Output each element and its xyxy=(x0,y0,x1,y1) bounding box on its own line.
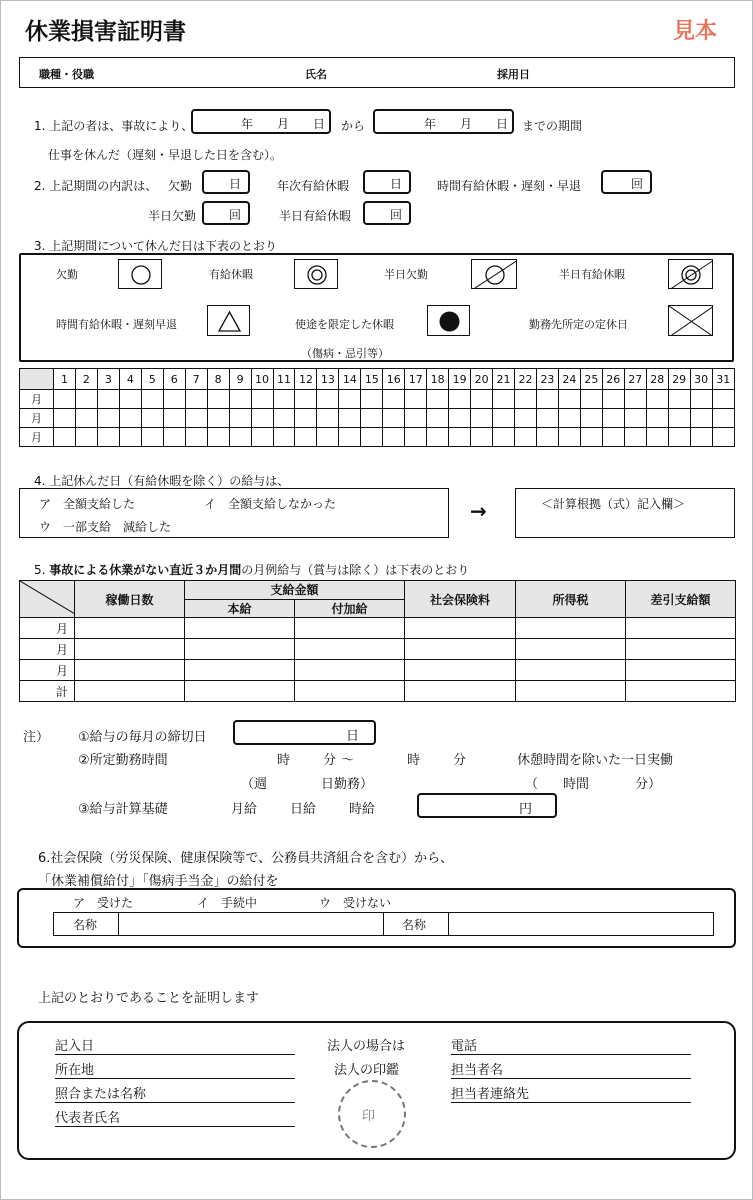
kara-label: から xyxy=(341,119,366,133)
calendar-day-header: 26 xyxy=(602,369,624,390)
calendar-day-cell[interactable] xyxy=(75,428,97,447)
tilde-separator: ～ xyxy=(341,753,355,768)
half-absence-field[interactable] xyxy=(202,201,250,225)
company-line[interactable] xyxy=(55,1102,295,1103)
calendar-day-header: 13 xyxy=(317,369,339,390)
ins-opt-pending[interactable]: イ 手続中 xyxy=(197,896,258,910)
half-absence-label: 半日欠勤 xyxy=(148,209,197,223)
calendar-day-cell[interactable] xyxy=(97,390,119,409)
calendar-day-header: 11 xyxy=(273,369,295,390)
salary-cell[interactable] xyxy=(405,660,516,681)
calendar-day-header: 17 xyxy=(405,369,427,390)
salary-cell[interactable] xyxy=(626,639,736,660)
date-label: 記入日 xyxy=(55,1039,95,1054)
legend-holiday: 勤務先所定の定休日 xyxy=(529,318,628,331)
calendar-month-row xyxy=(20,409,735,428)
end-hour-unit: 時 xyxy=(407,753,421,768)
calendar-day-cell[interactable] xyxy=(405,390,427,409)
header-net-pay: 差引支給額 xyxy=(626,581,736,618)
s3-label: 3. 上記期間について休んだ日は下表のとおり xyxy=(34,239,278,253)
calendar-day-cell[interactable] xyxy=(712,409,734,428)
calendar-day-cell[interactable] xyxy=(493,390,515,409)
cutoff-label: ①給与の毎月の締切日 xyxy=(78,730,207,745)
salary-cell[interactable] xyxy=(516,660,626,681)
calendar-day-header: 10 xyxy=(251,369,273,390)
calendar-day-header: 9 xyxy=(229,369,251,390)
half-absence-unit: 回 xyxy=(229,208,242,222)
salary-cell[interactable] xyxy=(75,639,185,660)
seal-char: 印 xyxy=(362,1109,376,1124)
calendar-day-cell[interactable] xyxy=(515,390,537,409)
legend-half-paid: 半日有給休暇 xyxy=(559,268,625,281)
calendar-day-cell[interactable] xyxy=(361,390,383,409)
calendar-day-cell[interactable] xyxy=(602,428,624,447)
calendar-day-header: 31 xyxy=(712,369,734,390)
calendar-day-cell[interactable] xyxy=(712,390,734,409)
hourly-leave-field[interactable] xyxy=(601,170,652,194)
from-date-ymd: 年 月 日 xyxy=(241,117,326,131)
calendar-day-cell[interactable] xyxy=(471,390,493,409)
calendar-day-cell[interactable] xyxy=(229,428,251,447)
calendar-day-header: 29 xyxy=(668,369,690,390)
header-income-tax: 所得税 xyxy=(516,581,626,618)
pay-amount-field[interactable] xyxy=(417,793,557,818)
salary-row xyxy=(20,681,736,702)
phone-label: 電話 xyxy=(451,1039,478,1054)
absence-unit: 日 xyxy=(229,177,242,191)
header-base-pay: 本給 xyxy=(185,599,295,618)
phone-line[interactable] xyxy=(451,1054,691,1055)
contact-label: 担当者名 xyxy=(451,1063,504,1078)
salary-cell[interactable] xyxy=(626,681,736,702)
half-absence-slashed-circle-icon xyxy=(471,259,517,289)
calendar-day-header: 15 xyxy=(361,369,383,390)
calendar-corner xyxy=(20,369,54,390)
insurance-name-field-1[interactable] xyxy=(118,912,384,936)
calendar-day-cell[interactable] xyxy=(141,428,163,447)
calendar-day-cell[interactable] xyxy=(75,390,97,409)
calendar-day-cell[interactable] xyxy=(251,409,273,428)
absence-circle-icon xyxy=(118,259,162,289)
salary-cell[interactable] xyxy=(295,660,405,681)
s5-bold-text: 事故による休業がない直近３か月間 xyxy=(49,563,242,577)
salary-row xyxy=(20,660,736,681)
s1-line1: 1. 上記の者は、事故により、 xyxy=(34,119,194,133)
hourly-triangle-icon xyxy=(207,305,250,336)
calendar-day-cell[interactable] xyxy=(383,390,405,409)
calendar-day-header: 21 xyxy=(493,369,515,390)
calendar-day-header: 28 xyxy=(646,369,668,390)
salary-body xyxy=(20,618,736,702)
calendar-day-cell[interactable] xyxy=(427,409,449,428)
calendar-day-cell[interactable] xyxy=(668,428,690,447)
actual-hours-label: 休憩時間を除いた一日実働 xyxy=(517,753,674,768)
salary-cell[interactable] xyxy=(185,660,295,681)
calendar-month-row xyxy=(20,428,735,447)
calendar-day-header: 30 xyxy=(690,369,712,390)
calendar-day-cell[interactable] xyxy=(75,409,97,428)
legend-restricted: 使途を限定した休暇 xyxy=(295,318,394,331)
salary-cell[interactable] xyxy=(626,618,736,639)
calendar-day-cell[interactable] xyxy=(449,428,471,447)
calendar-day-cell[interactable] xyxy=(207,428,229,447)
calendar-day-header: 23 xyxy=(536,369,558,390)
restricted-filled-circle-icon xyxy=(427,305,470,336)
calendar-day-cell[interactable] xyxy=(273,428,295,447)
calendar-day-cell[interactable] xyxy=(229,390,251,409)
calendar-day-cell[interactable] xyxy=(558,409,580,428)
calendar-day-cell[interactable] xyxy=(558,428,580,447)
calendar-day-cell[interactable] xyxy=(602,409,624,428)
calendar-day-cell[interactable] xyxy=(317,390,339,409)
calendar-day-header: 22 xyxy=(515,369,537,390)
rep-label: 代表者氏名 xyxy=(55,1111,121,1126)
contact-phone-line[interactable] xyxy=(451,1102,691,1103)
calendar-day-cell[interactable] xyxy=(383,409,405,428)
s4-label: 4. 上記休んだ日（有給休暇を除く）の給与は、 xyxy=(34,474,290,488)
calc-basis-label: ＜計算根拠（式）記入欄＞ xyxy=(541,497,686,511)
calendar-day-cell[interactable] xyxy=(602,390,624,409)
s5-suffix: の月例給与（賞与は除く）は下表のとおり xyxy=(241,563,470,577)
cutoff-day-unit: 日 xyxy=(346,729,360,744)
salary-cell[interactable] xyxy=(405,639,516,660)
calendar-day-cell[interactable] xyxy=(361,409,383,428)
annual-leave-label: 年次有給休暇 xyxy=(277,179,350,193)
calendar-day-cell[interactable] xyxy=(97,428,119,447)
calendar-day-cell[interactable] xyxy=(515,428,537,447)
absence-days-field[interactable] xyxy=(202,170,250,194)
calendar-day-cell[interactable] xyxy=(558,390,580,409)
calendar-day-cell[interactable] xyxy=(54,428,76,447)
salary-row xyxy=(20,639,736,660)
calendar-day-cell[interactable] xyxy=(383,428,405,447)
calendar-day-header: 20 xyxy=(471,369,493,390)
paid-double-circle-icon xyxy=(294,259,338,289)
calendar-day-cell[interactable] xyxy=(427,390,449,409)
document-title: 休業損害証明書 xyxy=(25,19,186,45)
hourly-leave-unit: 回 xyxy=(631,177,644,191)
salary-cell[interactable] xyxy=(185,681,295,702)
calendar-day-cell[interactable] xyxy=(295,409,317,428)
attendance-calendar xyxy=(19,368,735,447)
calendar-day-cell[interactable] xyxy=(207,390,229,409)
calendar-day-header: 12 xyxy=(295,369,317,390)
pay-basis-label: ③給与計算基礎 xyxy=(78,802,168,817)
calendar-day-cell[interactable] xyxy=(339,428,361,447)
calendar-day-cell[interactable] xyxy=(273,390,295,409)
calendar-month-label: 月 xyxy=(20,428,54,447)
calendar-day-header: 24 xyxy=(558,369,580,390)
salary-month-label: 月 xyxy=(20,639,75,660)
annual-leave-field[interactable] xyxy=(363,170,411,194)
calendar-day-header: 25 xyxy=(580,369,602,390)
calendar-day-cell[interactable] xyxy=(580,409,602,428)
salary-month-label: 月 xyxy=(20,660,75,681)
calendar-day-cell[interactable] xyxy=(449,390,471,409)
calendar-day-header: 18 xyxy=(427,369,449,390)
note-label: 注） xyxy=(23,730,50,745)
basis-daily[interactable]: 日給 xyxy=(290,802,317,817)
salary-month-label: 計 xyxy=(20,681,75,702)
hire-date-label: 採用日 xyxy=(497,68,530,81)
calendar-day-cell[interactable] xyxy=(471,409,493,428)
calendar-day-header: 27 xyxy=(624,369,646,390)
calendar-day-cell[interactable] xyxy=(207,409,229,428)
pay-amount-unit: 円 xyxy=(519,802,533,817)
s6-line2: 「休業補償給付」「傷病手当金」の給付を xyxy=(38,874,279,889)
calendar-month-row xyxy=(20,390,735,409)
calendar-day-cell[interactable] xyxy=(317,428,339,447)
calendar-day-cell[interactable] xyxy=(185,428,207,447)
end-minute-unit: 分 xyxy=(453,753,467,768)
week-days-label: 日勤務） xyxy=(321,777,374,792)
work-hours-label: ②所定勤務時間 xyxy=(78,753,168,768)
calendar-day-cell[interactable] xyxy=(712,428,734,447)
calendar-day-cell[interactable] xyxy=(690,428,712,447)
hourly-leave-label: 時間有給休暇・遅刻・早退 xyxy=(437,179,582,193)
calendar-day-cell[interactable] xyxy=(536,409,558,428)
corp-note-2: 法人の印鑑 xyxy=(334,1063,400,1078)
calendar-day-cell[interactable] xyxy=(405,428,427,447)
holiday-cross-box-icon xyxy=(668,305,713,336)
legend-absence: 欠勤 xyxy=(56,268,78,281)
calendar-day-cell[interactable] xyxy=(119,428,141,447)
calendar-day-header: 2 xyxy=(75,369,97,390)
salary-month-label: 月 xyxy=(20,618,75,639)
actual-hour-unit: 時間 xyxy=(563,777,590,792)
calendar-day-cell[interactable] xyxy=(339,409,361,428)
calendar-body xyxy=(20,390,735,447)
calendar-day-cell[interactable] xyxy=(141,409,163,428)
salary-cell[interactable] xyxy=(516,618,626,639)
salary-cell[interactable] xyxy=(75,681,185,702)
s6-line1: 6.社会保険（労災保険、健康保険等で、公務員共済組合を含む）から、 xyxy=(38,851,454,866)
contact-phone-label: 担当者連絡先 xyxy=(451,1087,530,1102)
calendar-day-header: 19 xyxy=(449,369,471,390)
calendar-day-cell[interactable] xyxy=(624,428,646,447)
ins-opt-not-received[interactable]: ウ 受けない xyxy=(319,896,392,910)
calendar-day-cell[interactable] xyxy=(624,390,646,409)
half-paid-label: 半日有給休暇 xyxy=(279,209,352,223)
calendar-day-cell[interactable] xyxy=(97,409,119,428)
employee-header-box xyxy=(19,57,735,88)
certify-statement: 上記のとおりであることを証明します xyxy=(38,991,260,1006)
legend-paid: 有給休暇 xyxy=(209,268,253,281)
calendar-day-cell[interactable] xyxy=(668,409,690,428)
insurance-name-label-1: 名称 xyxy=(73,918,98,932)
calendar-day-cell[interactable] xyxy=(141,390,163,409)
calendar-month-label: 月 xyxy=(20,390,54,409)
salary-cell[interactable] xyxy=(405,681,516,702)
calendar-day-header: 3 xyxy=(97,369,119,390)
calendar-day-cell[interactable] xyxy=(119,390,141,409)
s5-prefix: 5. xyxy=(34,563,50,577)
salary-cell[interactable] xyxy=(295,681,405,702)
half-paid-slashed-double-circle-icon xyxy=(668,259,713,289)
calendar-day-cell[interactable] xyxy=(163,409,185,428)
s5-label xyxy=(34,561,469,578)
salary-cell[interactable] xyxy=(75,618,185,639)
calendar-day-cell[interactable] xyxy=(163,390,185,409)
calendar-header-row xyxy=(20,369,735,390)
calendar-day-cell[interactable] xyxy=(624,409,646,428)
calendar-day-cell[interactable] xyxy=(493,428,515,447)
basis-monthly[interactable]: 月給 xyxy=(231,802,258,817)
calendar-day-cell[interactable] xyxy=(449,409,471,428)
week-open: （週 xyxy=(241,777,268,792)
job-title-label: 職種・役職 xyxy=(39,68,94,81)
salary-cell[interactable] xyxy=(185,639,295,660)
calendar-day-header: 14 xyxy=(339,369,361,390)
calendar-day-cell[interactable] xyxy=(163,428,185,447)
calendar-month-label: 月 xyxy=(20,409,54,428)
calendar-day-cell[interactable] xyxy=(471,428,493,447)
to-date-ymd: 年 月 日 xyxy=(424,117,509,131)
name-label: 氏名 xyxy=(305,68,327,81)
calendar-day-header: 6 xyxy=(163,369,185,390)
contact-line[interactable] xyxy=(451,1078,691,1079)
diagonal-line-icon xyxy=(20,581,75,614)
absence-label: 欠勤 xyxy=(168,179,193,193)
header-work-days: 稼働日数 xyxy=(75,581,185,618)
salary-cell[interactable] xyxy=(516,681,626,702)
calendar-day-cell[interactable] xyxy=(54,390,76,409)
header-pay-total: 支給金額 xyxy=(185,581,405,600)
company-label: 照合または名称 xyxy=(55,1087,147,1102)
calendar-day-cell[interactable] xyxy=(229,409,251,428)
annual-leave-unit: 日 xyxy=(390,177,403,191)
basis-hourly[interactable]: 時給 xyxy=(349,802,376,817)
calendar-day-cell[interactable] xyxy=(427,428,449,447)
ins-opt-received[interactable]: ア 受けた xyxy=(73,896,134,910)
salary-row xyxy=(20,618,736,639)
legend-half-absence: 半日欠勤 xyxy=(384,268,428,281)
calendar-day-header: 5 xyxy=(141,369,163,390)
date-line[interactable] xyxy=(55,1054,295,1055)
salary-table xyxy=(19,580,736,702)
calendar-day-cell[interactable] xyxy=(515,409,537,428)
calendar-day-cell[interactable] xyxy=(251,390,273,409)
calendar-day-cell[interactable] xyxy=(646,428,668,447)
calendar-day-header: 16 xyxy=(383,369,405,390)
opt-partial-paid[interactable]: ウ 一部支給 減給した xyxy=(39,520,172,534)
address-label: 所在地 xyxy=(55,1063,95,1078)
calendar-day-cell[interactable] xyxy=(295,390,317,409)
calendar-day-cell[interactable] xyxy=(668,390,690,409)
salary-cell[interactable] xyxy=(185,618,295,639)
salary-cell[interactable] xyxy=(626,660,736,681)
salary-header-row xyxy=(20,581,736,600)
calendar-day-cell[interactable] xyxy=(295,428,317,447)
calendar-day-header: 7 xyxy=(185,369,207,390)
sample-mark: 見本 xyxy=(673,19,718,44)
address-line[interactable] xyxy=(55,1078,295,1079)
s1-line2: 仕事を休んだ（遅刻・早退した日を含む）。 xyxy=(48,148,283,162)
calendar-day-cell[interactable] xyxy=(54,409,76,428)
calendar-day-cell[interactable] xyxy=(185,409,207,428)
made-label: までの期間 xyxy=(522,119,583,133)
calendar-day-cell[interactable] xyxy=(405,409,427,428)
calendar-day-cell[interactable] xyxy=(317,409,339,428)
s2-label: 2. 上記期間の内訳は、 xyxy=(34,179,158,193)
salary-cell[interactable] xyxy=(75,660,185,681)
rep-line[interactable] xyxy=(55,1126,295,1127)
half-paid-unit: 回 xyxy=(390,208,403,222)
salary-cell[interactable] xyxy=(295,618,405,639)
legend-hourly: 時間有給休暇・遅刻早退 xyxy=(56,318,177,331)
calendar-day-cell[interactable] xyxy=(580,390,602,409)
calendar-day-cell[interactable] xyxy=(536,428,558,447)
arrow-right-icon: → xyxy=(470,499,487,523)
calendar-day-cell[interactable] xyxy=(646,409,668,428)
salary-cell[interactable] xyxy=(516,639,626,660)
calendar-day-header: 8 xyxy=(207,369,229,390)
opt-full-paid[interactable]: ア 全額支給した xyxy=(39,497,136,511)
start-hour-unit: 時 xyxy=(277,753,291,768)
salary-cell[interactable] xyxy=(295,639,405,660)
calendar-day-cell[interactable] xyxy=(185,390,207,409)
calendar-day-cell[interactable] xyxy=(339,390,361,409)
calendar-day-cell[interactable] xyxy=(690,409,712,428)
header-insurance: 社会保険料 xyxy=(405,581,516,618)
actual-minute-unit: 分） xyxy=(635,777,662,792)
salary-corner-cell xyxy=(20,581,75,618)
start-minute-unit: 分 xyxy=(323,753,337,768)
calendar-day-cell[interactable] xyxy=(690,390,712,409)
calendar-day-cell[interactable] xyxy=(361,428,383,447)
calendar-day-header: 4 xyxy=(119,369,141,390)
header-allowance: 付加給 xyxy=(295,599,405,618)
calendar-day-header: 1 xyxy=(54,369,76,390)
legend-restricted-note: （傷病・忌引等） xyxy=(301,347,389,360)
salary-cell[interactable] xyxy=(405,618,516,639)
calendar-day-cell[interactable] xyxy=(119,409,141,428)
insurance-name-label-2: 名称 xyxy=(402,918,427,932)
actual-paren-open: （ xyxy=(525,777,539,792)
opt-not-paid[interactable]: イ 全額支給しなかった xyxy=(204,497,337,511)
calendar-day-cell[interactable] xyxy=(646,390,668,409)
calendar-day-cell[interactable] xyxy=(273,409,295,428)
insurance-name-field-2[interactable] xyxy=(448,912,714,936)
corp-note-1: 法人の場合は xyxy=(327,1039,406,1054)
calendar-day-cell[interactable] xyxy=(536,390,558,409)
calendar-day-cell[interactable] xyxy=(580,428,602,447)
half-paid-field[interactable] xyxy=(363,201,411,225)
calendar-day-cell[interactable] xyxy=(251,428,273,447)
calendar-day-cell[interactable] xyxy=(493,409,515,428)
